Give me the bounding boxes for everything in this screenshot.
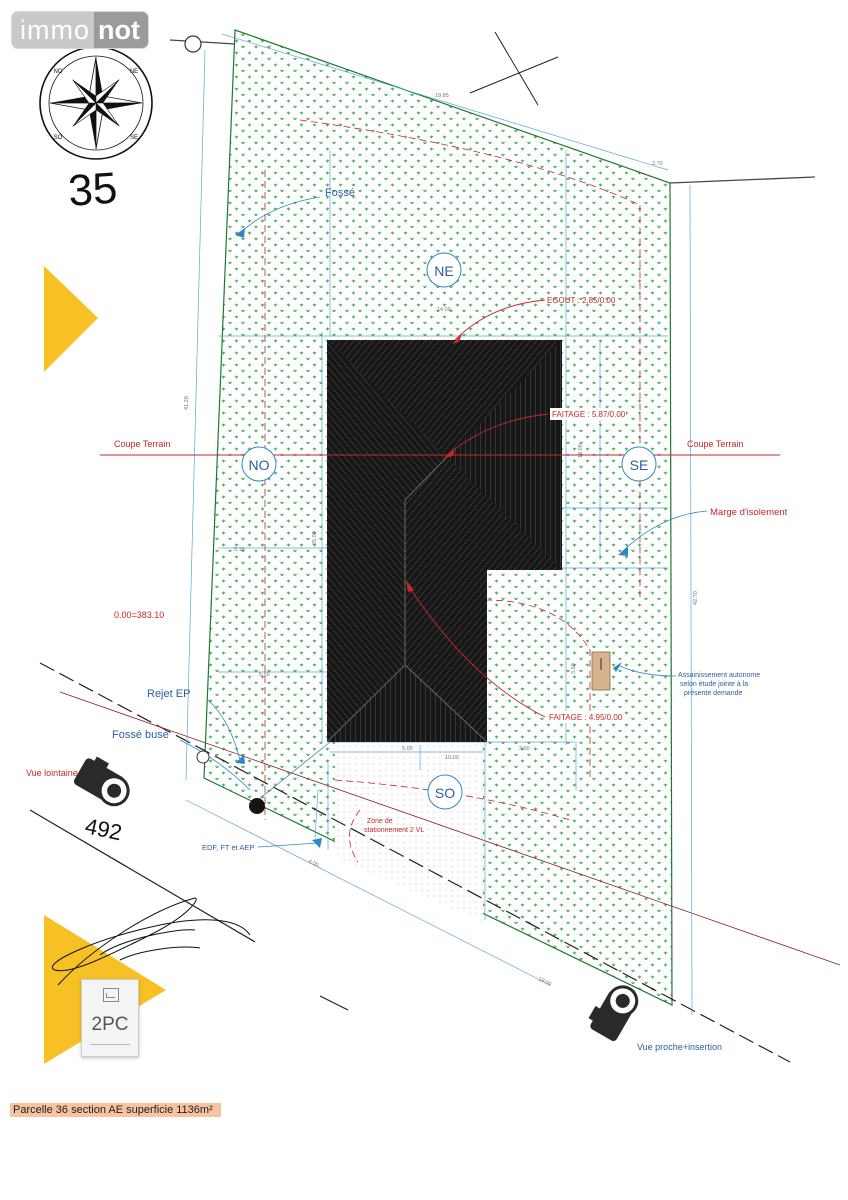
label-vue-proche: Vue proche+insertion (637, 1042, 722, 1052)
orientation-so: SO (434, 785, 456, 801)
dim-small2: 4.00 (307, 858, 320, 869)
plan-number: 35 (66, 163, 119, 216)
orientation-se: SE (629, 457, 649, 473)
camera-icon-far (72, 753, 136, 810)
logo-text-not: not (94, 12, 148, 48)
orientation-no: NO (248, 457, 270, 473)
compass-label-no: NO (53, 69, 63, 75)
label-edf: EDF, FT et AEP (202, 843, 255, 852)
dim-gap: 5.50 (259, 672, 270, 678)
label-coupe-right: Coupe Terrain (687, 439, 744, 449)
dim-right: 42.70 (693, 591, 699, 605)
dim-topright: 2.70 (652, 161, 663, 167)
dim-top: 19.85 (435, 93, 449, 99)
document-thumbnail (81, 979, 139, 1057)
label-marge: Marge d'isolement (710, 507, 788, 518)
label-faitage-top: FAITAGE : 5.87/0.00 (552, 410, 626, 419)
label-zone-2: stationnement 2 VL (364, 827, 425, 834)
dim-diag: 10.00 (445, 755, 459, 761)
dim-bottom: 3.00 (519, 746, 530, 752)
compass-label-se: SE (129, 135, 139, 141)
dim-house-h: 25.00 (312, 531, 318, 545)
label-faitage-bottom: FAITAGE : 4.95/0.00 (549, 713, 623, 722)
label-fosse: Fossé (325, 187, 355, 199)
chart-icon (103, 988, 119, 1002)
label-zone-1: Zone de (367, 818, 393, 825)
compass-label-so: SO (53, 135, 63, 141)
accent-triangle-top (44, 266, 98, 372)
label-altitude: 0.00=383.10 (114, 610, 165, 620)
network-manhole (249, 798, 265, 814)
camera-icon-near (585, 978, 642, 1042)
dim-left: 41.20 (184, 396, 190, 410)
compass-rose (40, 47, 152, 159)
immonot-logo (12, 12, 148, 48)
label-rejet: Rejet EP (147, 688, 191, 700)
dim-small: 3.50 (571, 663, 577, 674)
lot-number: 492 (82, 813, 125, 846)
orientation-ne: NE (434, 263, 454, 279)
label-fosse-buse: Fossé busé (112, 729, 169, 741)
dim-gap2: 5.16 (234, 547, 245, 553)
divider (90, 1044, 130, 1045)
document-badge: 2PC (91, 1014, 129, 1035)
label-coupe-left: Coupe Terrain (114, 439, 171, 449)
dim-house-h2: 18.09 (578, 444, 584, 458)
septic-tank (592, 652, 610, 690)
compass-label-ne: NE (129, 69, 139, 75)
dim-gap3: 5.00 (402, 746, 413, 752)
label-vue-lointaine: Vue lointaine (26, 768, 78, 778)
logo-text-immo: immo (12, 12, 94, 48)
label-assainissement-1: Assainissement autonome (678, 672, 761, 679)
parcel-caption: Parcelle 36 section AE superficie 1136m² (10, 1103, 221, 1117)
label-assainissement-2: selon étude jointe à la (680, 681, 749, 688)
dim-house-w: 14.00 (437, 307, 451, 313)
label-egout: EGOUT : 2.85/0.00 (547, 296, 616, 305)
dim-front: 19.00 (537, 976, 553, 989)
label-assainissement-3: présente demande (684, 690, 743, 697)
